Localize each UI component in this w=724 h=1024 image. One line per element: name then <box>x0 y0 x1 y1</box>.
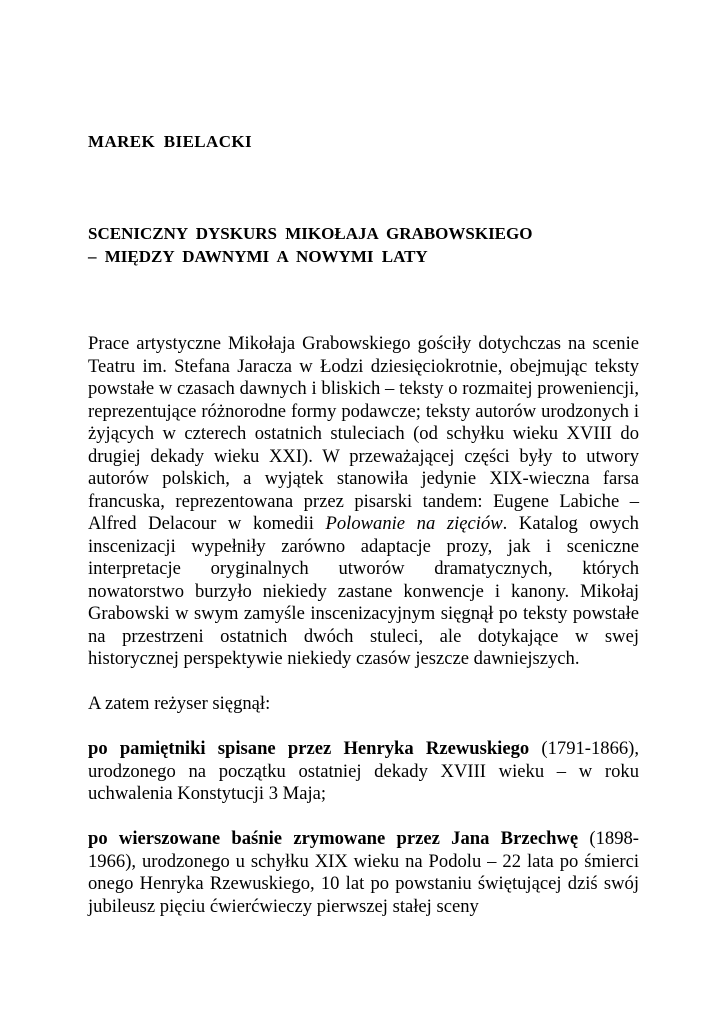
intro-text-1: Prace artystyczne Mikołaja Grabowskiego gościły dotychczas na scenie Teatru im. Stefana Jaracza w Łodzi dziesięciokrotnie, obejmując teksty powstałe w czasach dawnych i bliskich – teksty o rozmaitej proweniencji, reprezentujące różnorodne formy podawcze; teksty autorów urodzonych i żyjących w czterech ostatnich stuleciach (od schyłku wieku XVIII do drugiej dekady wieku XXI). W przeważającej części były to utwory autorów polskich, a wyjątek stanowiła jedynie XIX-wieczna farsa francuska, reprezentowana przez pisarski tandem: Eugene Labiche – Alfred Delacour w komedii <box>88 333 639 534</box>
item-2-text: (1898-1966), urodzonego u schyłku XIX wieku na Podolu – 22 lata po śmierci onego Henryka Rzewuskiego, 10 lat po powstaniu świętującej dziś swój jubileusz pięciu ćwierćwieczy pierwszej stałej sceny <box>88 828 639 917</box>
intro-paragraph <box>88 333 639 671</box>
item-1-bold: po pamiętniki spisane przez Henryka Rzewuskiego <box>88 738 530 759</box>
intro-text-2: . Katalog owych inscenizacji wypełniły zarówno adaptacje prozy, jak i sceniczne interpretacje oryginalnych utworów dramatycznych, których nowatorstwo burzyło niekiedy zastane konwencje i kanony. Mikołaj Grabowski w swym zamyśle inscenizacyjnym sięgnął po teksty powstałe na przestrzeni ostatnich dwóch stuleci, ale dotykające w swej historycznej perspektywie niekiedy czasów jeszcze dawniejszych. <box>88 513 639 669</box>
item-1-text: (1791-1866), urodzonego na początku ostatniej dekady XVIII wieku – w roku uchwalenia Konstytucji 3 Maja; <box>88 738 640 804</box>
list-item-rzewuski <box>88 738 639 806</box>
title-line-2: – MIĘDZY DAWNYMI A NOWYMI LATY <box>88 247 428 266</box>
title-line-1: SCENICZNY DYSKURS MIKOŁAJA GRABOWSKIEGO <box>88 224 533 243</box>
article-title <box>88 222 648 268</box>
author-name: MAREK BIELACKI <box>88 132 253 151</box>
item-2-bold: po wierszowane baśnie zrymowane przez Jana Brzechwę <box>88 828 579 849</box>
lead-paragraph: A zatem reżyser sięgnął: <box>88 693 271 714</box>
article-body <box>88 333 639 918</box>
list-item-brzechwa <box>88 828 639 918</box>
play-title-italic: Polowanie na zięciów <box>325 513 503 534</box>
